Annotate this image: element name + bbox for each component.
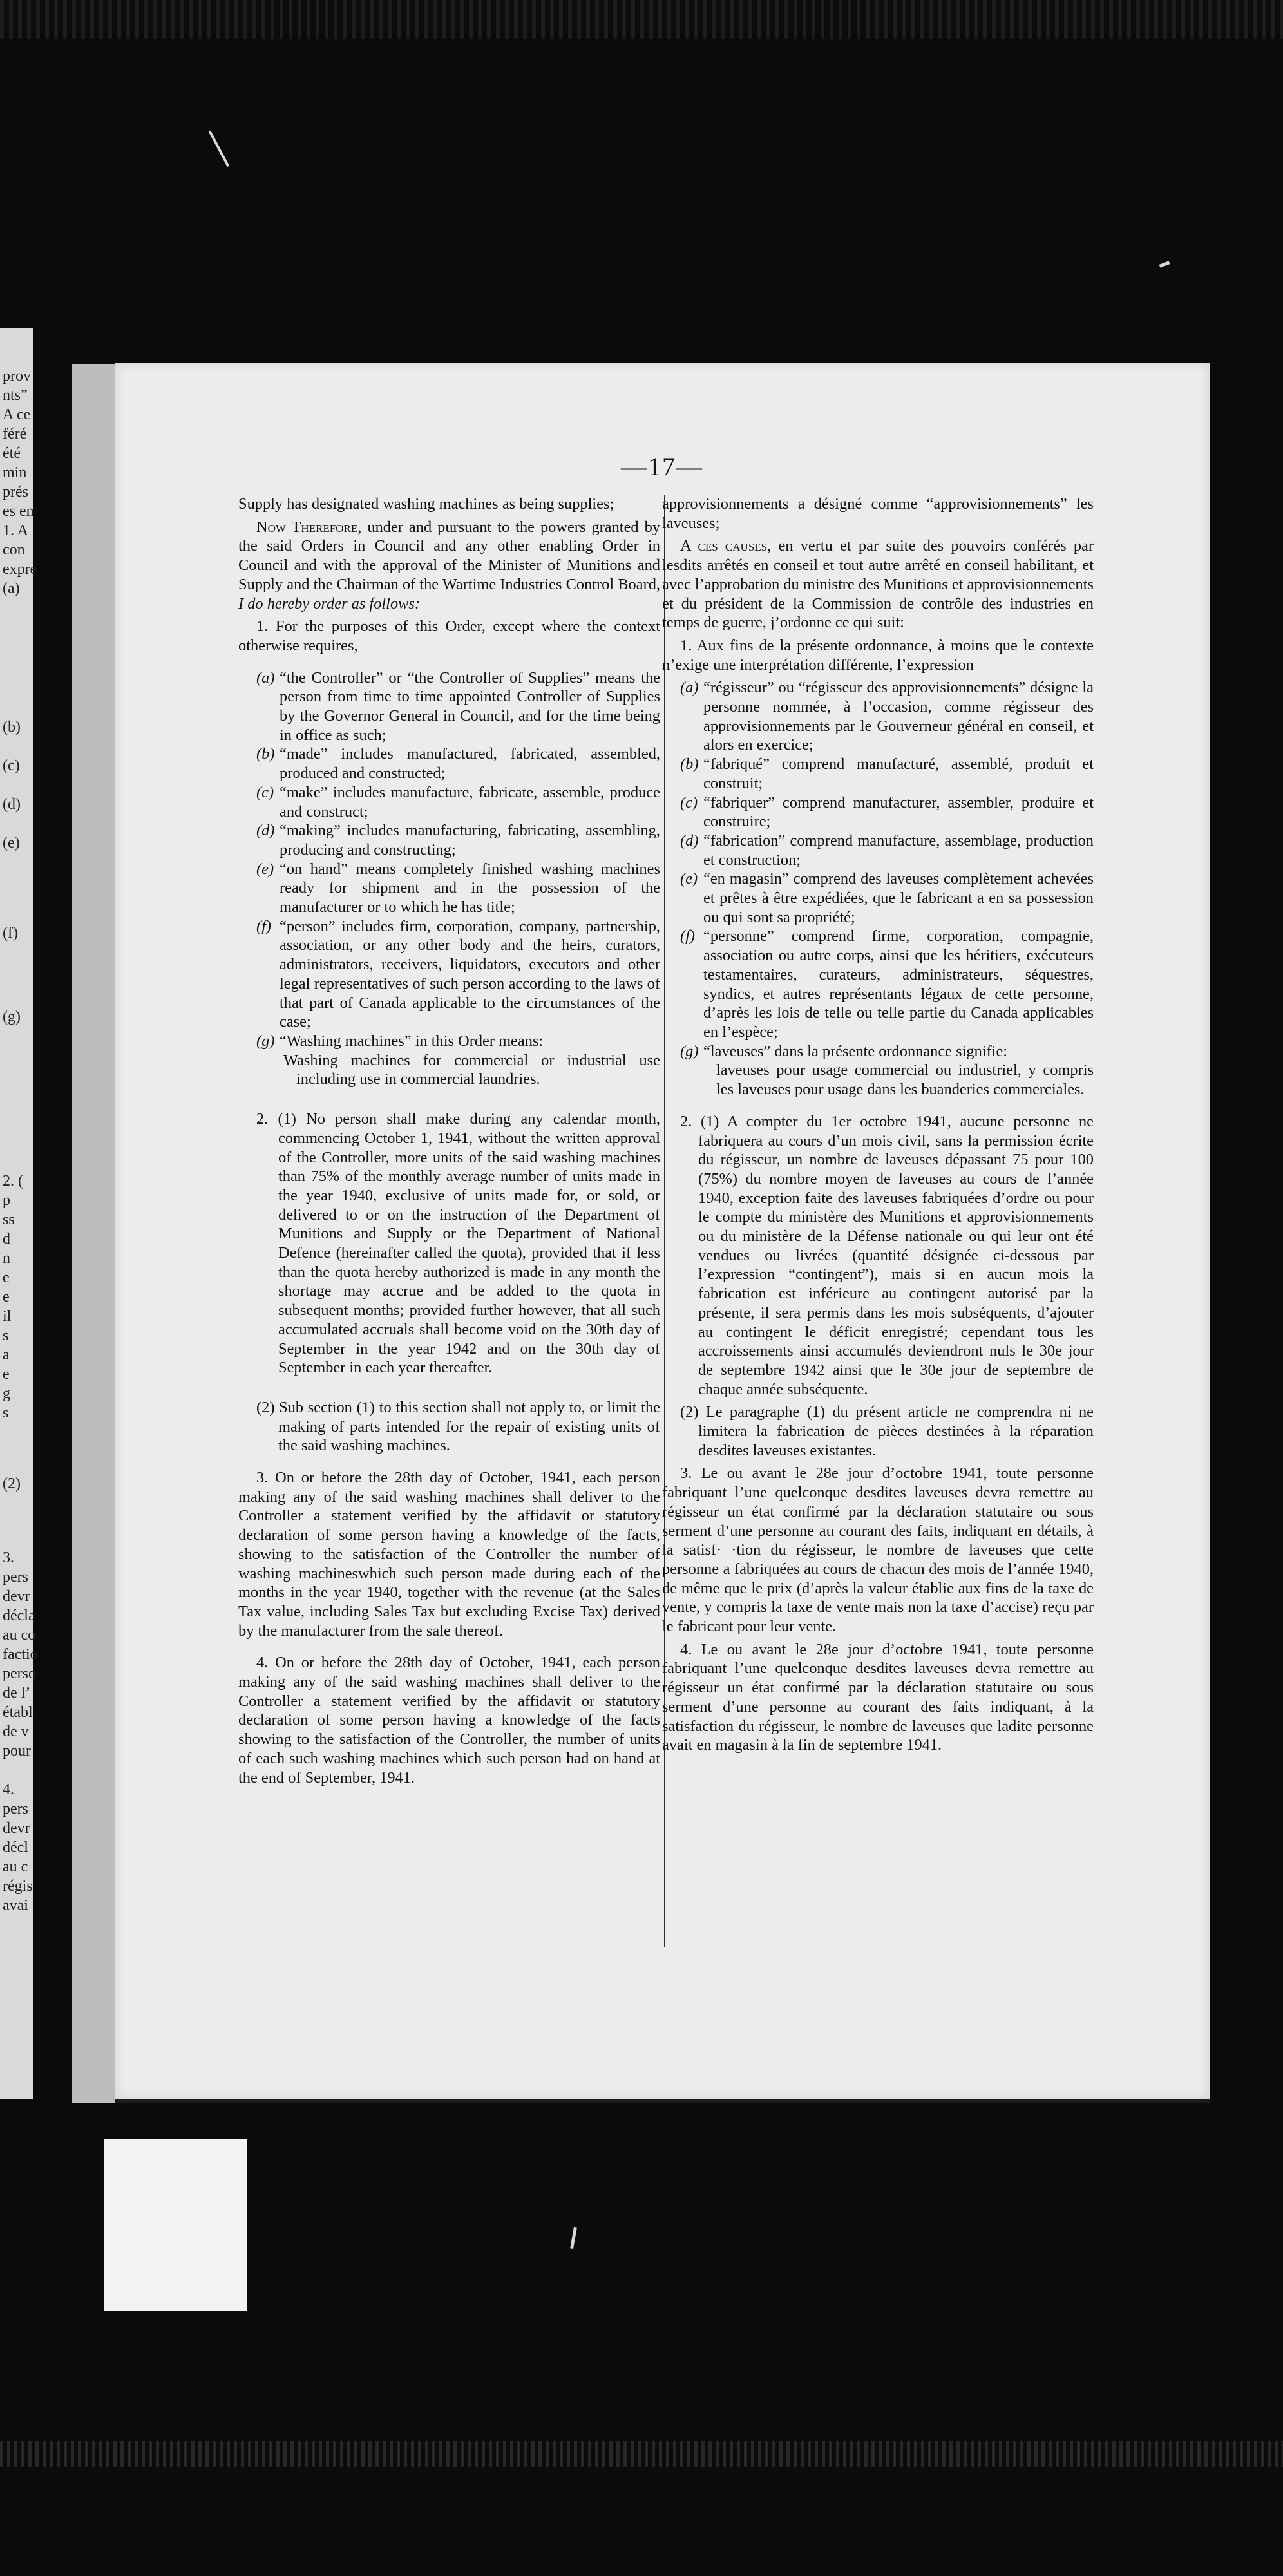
french-column [662, 495, 1094, 1759]
en-definition [238, 917, 660, 1032]
en-definition-text: “the Controller” or “the Controller of Supplies” means the person from time to time appointed Controller of Supplies by the Governor General in Council, and for the time being in office as such; [280, 668, 660, 744]
en-definition-label: (d) [256, 822, 275, 840]
fr-section-2-2: (2) Le paragraphe (1) du présent article ne comprendra ni ne limitera la fabrication de pièces destinées à la réparation desdites laveuses existantes. [680, 1403, 1094, 1459]
adjacent-page-fragment: décl [3, 1839, 28, 1856]
en-definition-label: (g) [256, 1032, 275, 1050]
fr-definition [662, 831, 1094, 869]
adjacent-page-fragment: (g) [3, 1009, 21, 1025]
adjacent-page-fragment: p [3, 1192, 10, 1209]
adjacent-page-fragment: établ [3, 1704, 33, 1721]
en-section-4: 4. On or before the 28th day of October, 1941, each person making any of the said washing machines shall deliver to the Controller a statement verified by the affidavit or statutory declaration of some person having a knowledge of the facts showing to the satisfaction of the Controller, the number of units of each such washing machines which such person had on hand at the end of September, 1941. [238, 1654, 660, 1786]
adjacent-page-fragment: s [3, 1327, 9, 1344]
adjacent-page-fragment: pers [3, 1801, 28, 1817]
adjacent-page-fragment: (e) [3, 835, 20, 851]
film-bottom-edge [0, 2441, 1283, 2467]
en-now-therefore-body: , under and pursuant to the powers granted by the said Orders in Council and any other enabling Order in Council and with the approval of the Minister of Munitions and Supply and the Chairman of the Wartime Industries Control Board, [238, 518, 660, 593]
adjacent-page-fragment: A ce [3, 406, 31, 423]
page-left-edge [72, 364, 115, 2103]
adjacent-page-fragment: e [3, 1366, 10, 1383]
en-definition-label: (b) [256, 745, 275, 763]
adjacent-page-fragment: féré [3, 426, 27, 442]
en-definition [238, 668, 660, 745]
fr-definition-label: (b) [680, 755, 699, 773]
page-number: —17— [621, 452, 703, 481]
fr-definition-label: (f) [680, 927, 696, 945]
en-intro: Supply has designated washing machines as being supplies; [238, 495, 614, 513]
adjacent-page-fragment: e [3, 1269, 10, 1286]
fr-definition [662, 927, 1094, 1041]
adjacent-page-fragment: devr [3, 1820, 30, 1837]
en-definition-text: “make” includes manufacture, fabricate, assemble, produce and construct; [280, 783, 660, 820]
adjacent-page-fragment: décla [3, 1607, 35, 1624]
en-definition [238, 1032, 660, 1051]
adjacent-page-fragment: 1. A [3, 522, 29, 539]
adjacent-page-fragment: de v [3, 1723, 29, 1740]
fr-a-ces-causes [662, 536, 1094, 632]
adjacent-page-fragment: s [3, 1405, 9, 1421]
en-definition-label: (e) [256, 860, 274, 878]
en-definition-g-sub: Washing machines for commercial or industrial use including use in commercial laundries. [283, 1051, 660, 1088]
fr-a-ces-causes-body: , en vertu et par suite des pouvoirs conférés par lesdits arrêtés en conseil et tout autre arrêté en conseil habilitant, et avec l’approbation du ministre des Munitions et approvisionnements et du président de la Commission de contrôle des industries en temps de guerre, j’ordonne ce qui suit: [662, 537, 1094, 632]
fr-definition-text: “en magasin” comprend des laveuses complètement achevées et prêtes à être expédiées, que le fabricant a en sa possession ou qui sont sa propriété; [703, 870, 1094, 926]
fr-intro: approvisionnements a désigné comme “approvisionnements” les laveuses; [662, 495, 1094, 532]
adjacent-page-fragment: (f) [3, 925, 18, 942]
fr-section-2-1: 2. (1) A compter du 1er octobre 1941, aucune personne ne fabriquera au cours d’un mois civil, sans la permission écrite du régisseur, un nombre de laveuses dépassant 75 pour 100 (75%) du nombre moyen de laveuses au cours de l’année 1940, exception faite des laveuses fabriquées d’ordre ou pour le compte du ministère des Munitions et approvisionnements ou du ministère de la Défense nationale ou qui leur ont été vendues ou livrées (quantité désignée ci-dessous par l’expression “contingent”), mais si en aucun mois la fabrication est inférieure au contingent autorisé par la présente, il sera permis dans les mois subséquents, d’ajouter au contingent le déficit enregistré; cependant tous les accroissements ainsi accumulés deviendront nuls le 30e jour de septembre 1942 ainsi que le 30e jour de septembre de chaque année subséquente. [680, 1112, 1094, 1398]
en-definition-label: (a) [256, 668, 275, 687]
adjacent-page-fragment: (b) [3, 719, 21, 735]
adjacent-page-fragment: perso [3, 1665, 36, 1682]
film-top-edge [0, 0, 1283, 39]
en-definition-text: “making” includes manufacturing, fabricating, assembling, producing and constructing; [280, 822, 660, 858]
adjacent-page-fragment: 2. ( [3, 1173, 23, 1189]
fr-definition-label: (g) [680, 1042, 699, 1060]
adjacent-page-fragment: (a) [3, 580, 20, 597]
fr-definition-text: “fabriquer” comprend manufacturer, assembler, produire et construire; [703, 793, 1094, 831]
en-section-3: 3. On or before the 28th day of October, 1941, each person making any of the said washing machines shall deliver to the Controller a statement verified by the affidavit or statutory declaration of some person having a knowledge of the facts, showing to the satisfaction of the Controller the number of washing machineswhich such person made during each of the months in the year 1940, together with the revenue (at the Sales Tax value, including Sales Tax but excluding Excise Tax) derived by the manufacturer from the sale thereof. [238, 1469, 660, 1640]
en-section-1: 1. For the purposes of this Order, except where the context otherwise requires, [238, 618, 660, 654]
adjacent-page-fragment: 4. [3, 1781, 14, 1798]
adjacent-page-fragment: es en [3, 503, 34, 520]
en-definition-text: “person” includes firm, corporation, company, partnership, association, or any other body and the heirs, curators, administrators, receivers, liquidators, executors and other legal representatives of such person according to the laws of that part of Canada applicable to the circumstances of the case; [280, 917, 660, 1031]
adjacent-page-fragment: avai [3, 1897, 28, 1914]
adjacent-page-fragment: prov [3, 368, 31, 384]
fr-definition [662, 755, 1094, 793]
film-scratch-mark [209, 131, 230, 167]
en-definition [238, 860, 660, 917]
en-now-therefore [238, 518, 660, 614]
fr-definition-text: “fabrication” comprend manufacture, assemblage, production et construction; [703, 831, 1094, 869]
adjacent-page-fragment: au c [3, 1859, 28, 1875]
en-section-2-1: 2. (1) No person shall make during any calendar month, commencing October 1, 1941, without the written approval of the Controller, more units of the said washing machines than 75% of the monthly average number of units made in the year 1940, exclusive of units made for, or sold, or delivered to or on the instruction of the Department of Munitions and Supply or the Department of National Defence (hereinafter called the quota), provided that if less than the quota hereby authorized is made in any month the shortage may accrue and be added to the quota in subsequent months; provided further however, that all such accumulated accruals shall become void on the 30th day of September in the year 1942 and on the 30th day of September in each year thereafter. [256, 1110, 660, 1377]
adjacent-page-fragment: 3. [3, 1549, 14, 1566]
fr-definition-text: “fabriqué” comprend manufacturé, assemblé, produit et construit; [703, 755, 1094, 792]
adjacent-page-fragment: il [3, 1308, 12, 1325]
fr-definition-label: (d) [680, 831, 699, 849]
adjacent-page-fragment: au co [3, 1627, 36, 1643]
adjacent-page-fragment: été [3, 445, 21, 462]
fr-definition [662, 1042, 1094, 1061]
en-definitions-list [238, 668, 660, 1051]
en-definition-text: “on hand” means completely finished washing machines ready for shipment and in the possession of the manufacturer or to which he has title; [280, 860, 660, 916]
fr-section-3: 3. Le ou avant le 28e jour d’octobre 1941, toute personne fabriquant l’une quelconque desdites laveuses devra remettre au régisseur un état confirmé par la déclaration statutaire ou sous serment d’une personne au courant des faits, indiquant en détails, à la satisf· ·tion du régisseur, le nombre de laveuses que cette personne a fabriquées au cours de chacun des mois de l’année 1940, de même que le prix (d’après la valeur établie aux fins de la taxe de vente, y compris la taxe de vente mais non la taxe d’accise) reçu par le fabricant pour leur vente. [662, 1464, 1094, 1636]
adjacent-page-fragment: e [3, 1289, 10, 1305]
adjacent-page-fragment: factio [3, 1646, 38, 1663]
en-section-2-2: (2) Sub section (1) to this section shall not apply to, or limit the making of parts intended for the repair of existing units of the said washing machines. [256, 1398, 660, 1455]
adjacent-page-fragment: régis [3, 1878, 33, 1895]
en-definition-text: “made” includes manufactured, fabricated, assembled, produced and constructed; [280, 745, 660, 782]
fr-section-1: 1. Aux fins de la présente ordonnance, à moins que le contexte n’exige une interprétation différente, l’expression [662, 636, 1094, 674]
film-scratch-mark [570, 2227, 577, 2249]
adjacent-page-sliver [0, 328, 38, 2099]
fr-definition [662, 869, 1094, 927]
fr-a-ces-causes-lead: A ces causes [680, 537, 768, 555]
adjacent-page-fragment: prés [3, 484, 28, 500]
en-now-therefore-lead: Now Therefore [256, 518, 358, 536]
adjacent-page-fragment: nts” [3, 387, 28, 404]
en-definition [238, 821, 660, 859]
fr-definition-text: “régisseur” ou “régisseur des approvisionnements” désigne la personne nommée, à l’occasion, comme régisseur des approvisionnements par le Gouverneur général en conseil, et alors en exercice; [703, 679, 1094, 754]
adjacent-page-fragment: a [3, 1347, 10, 1363]
film-scratch-mark [1159, 261, 1170, 267]
adjacent-page-fragment: pers [3, 1569, 28, 1586]
adjacent-page-fragment: devr [3, 1588, 30, 1605]
fr-definition-label: (a) [680, 679, 699, 697]
document-page [115, 363, 1210, 2099]
en-definition [238, 744, 660, 782]
adjacent-page-fragment: min [3, 464, 27, 481]
en-definition-label: (c) [256, 783, 274, 801]
adjacent-page-fragment: ss [3, 1211, 15, 1228]
adjacent-page-fragment: (c) [3, 757, 20, 774]
adjacent-page-fragment: de l’ [3, 1685, 31, 1701]
adjacent-page-fragment: con [3, 542, 25, 558]
adjacent-page-fragment: n [3, 1250, 10, 1267]
fr-definition-text: “personne” comprend firme, corporation, compagnie, association ou autre corps, ainsi que les héritiers, exécuteurs testamentaires, curateurs, administrateurs, séquestres, syndics, et autres représentants légaux de cette personne, d’après les lois de telle ou telle partie du Canada applicables en l’espèce; [703, 927, 1094, 1041]
adjacent-page-fragment: expre [3, 561, 37, 578]
fr-definition-label: (e) [680, 870, 698, 888]
fr-definition [662, 793, 1094, 831]
adjacent-page-fragment: pour [3, 1743, 31, 1759]
en-definition-text: “Washing machines” in this Order means: [280, 1032, 544, 1050]
fr-definition-label: (c) [680, 793, 698, 811]
adjacent-page-fragment: (d) [3, 796, 21, 813]
adjacent-page-fragment: (2) [3, 1475, 21, 1492]
fr-section-4: 4. Le ou avant le 28e jour d’octobre 1941, toute personne fabriquant l’une quelconque desdites laveuses devra remettre au régisseur un état confirmé par la déclaration statutaire ou sous serment d’une personne au courant des faits indiquant, à la satisfaction du régisseur, le nombre de laveuses que ladite personne avait en magasin à la fin de septembre 1941. [662, 1640, 1094, 1754]
fr-definitions-list [662, 678, 1094, 1061]
adjacent-page-fragment: d [3, 1231, 10, 1247]
fr-definition [662, 678, 1094, 755]
en-definition-label: (f) [256, 917, 272, 935]
adjacent-page-fragment: g [3, 1385, 10, 1402]
en-now-therefore-end: I do hereby order as follows: [238, 594, 421, 612]
fr-definition-g-sub: laveuses pour usage commercial ou industriel, y compris les laveuses pour usage dans les buanderies commerciales. [716, 1061, 1094, 1099]
en-definition [238, 783, 660, 821]
fr-definition-text: “laveuses” dans la présente ordonnance signifie: [703, 1042, 1008, 1060]
blank-card [104, 2139, 247, 2311]
english-column [238, 495, 660, 1791]
